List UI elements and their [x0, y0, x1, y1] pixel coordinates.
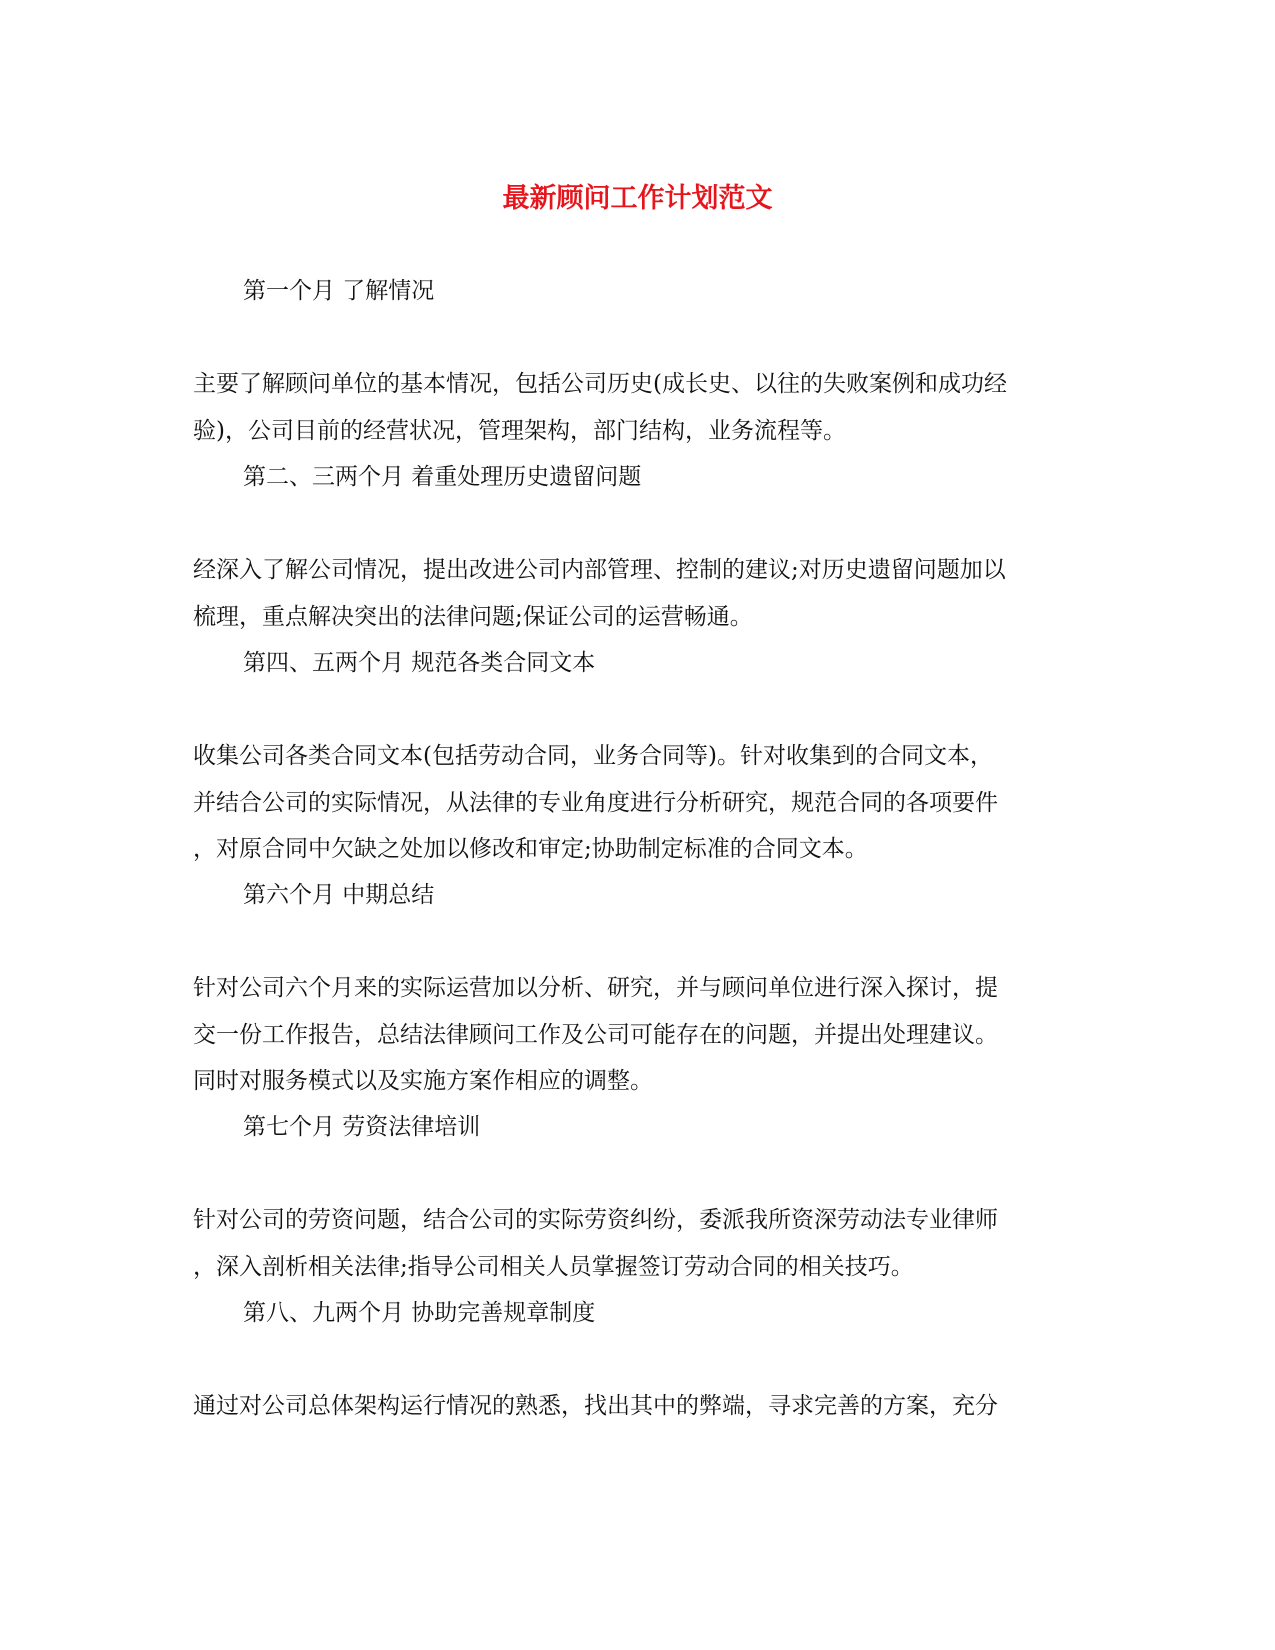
paragraph-line: 主要了解顾问单位的基本情况，包括公司历史(成长史、以往的失败案例和成功经	[193, 371, 1007, 397]
paragraph-line: 同时对服务模式以及实施方案作相应的调整。	[193, 1068, 653, 1094]
paragraph-line: ，深入剖析相关法律;指导公司相关人员掌握签订劳动合同的相关技巧。	[193, 1254, 914, 1280]
paragraph-line: 针对公司六个月来的实际运营加以分析、研究，并与顾问单位进行深入探讨，提	[193, 975, 998, 1001]
section-heading: 第一个月 了解情况	[243, 278, 435, 304]
paragraph-line: 经深入了解公司情况，提出改进公司内部管理、控制的建议;对历史遗留问题加以	[193, 557, 1006, 583]
section-heading: 第二、三两个月 着重处理历史遗留问题	[243, 464, 642, 490]
paragraph-line: 通过对公司总体架构运行情况的熟悉，找出其中的弊端，寻求完善的方案，充分	[193, 1393, 998, 1419]
paragraph-line: 交一份工作报告，总结法律顾问工作及公司可能存在的问题，并提出处理建议。	[193, 1022, 998, 1048]
paragraph-line: 收集公司各类合同文本(包括劳动合同，业务合同等)。针对收集到的合同文本，	[193, 743, 993, 769]
paragraph-line: 梳理，重点解决突出的法律问题;保证公司的运营畅通。	[193, 604, 753, 630]
paragraph-line: ，对原合同中欠缺之处加以修改和审定;协助制定标准的合同文本。	[193, 836, 868, 862]
document-title: 最新顾问工作计划范文	[502, 183, 773, 214]
paragraph-line: 验)，公司目前的经营状况，管理架构，部门结构，业务流程等。	[193, 418, 846, 444]
section-heading: 第四、五两个月 规范各类合同文本	[243, 650, 596, 676]
section-heading: 第六个月 中期总结	[243, 882, 435, 908]
section-heading: 第七个月 劳资法律培训	[243, 1114, 481, 1140]
section-heading: 第八、九两个月 协助完善规章制度	[243, 1300, 596, 1326]
paragraph-line: 针对公司的劳资问题，结合公司的实际劳资纠纷，委派我所资深劳动法专业律师	[193, 1207, 998, 1233]
paragraph-line: 并结合公司的实际情况，从法律的专业角度进行分析研究，规范合同的各项要件	[193, 790, 998, 816]
